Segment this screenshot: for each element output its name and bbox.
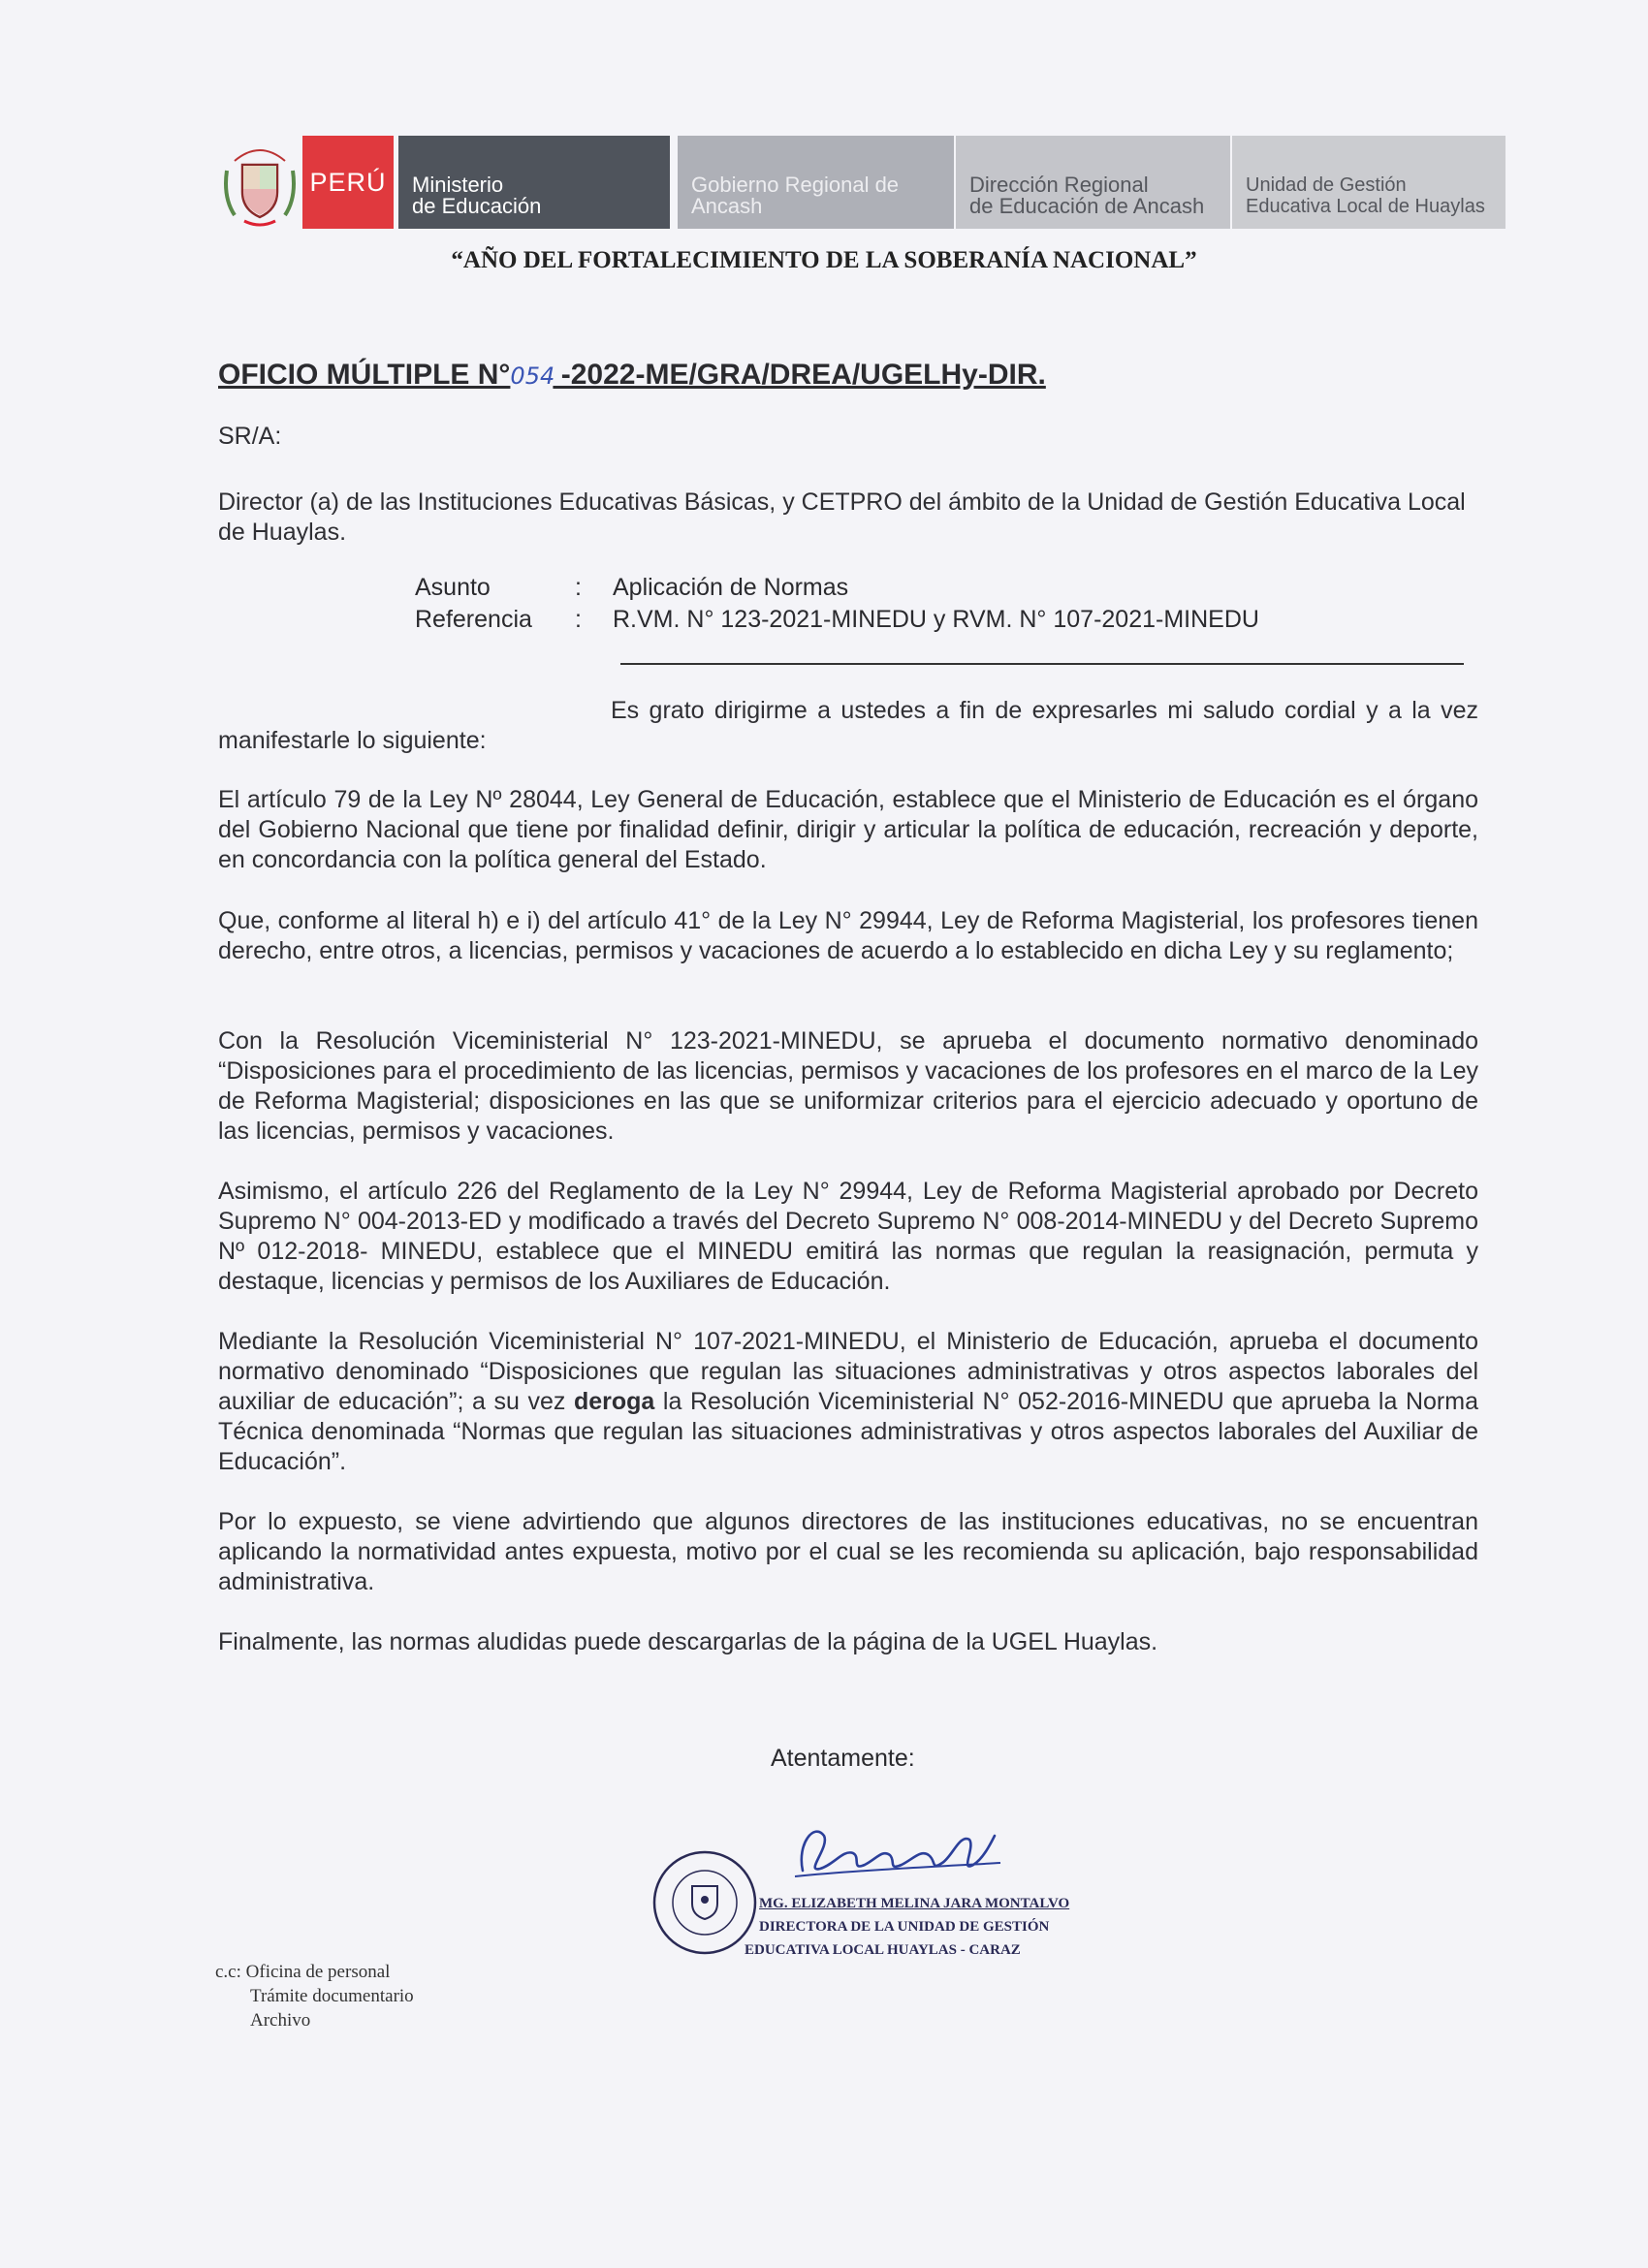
signer-role-1: DIRECTORA DE LA UNIDAD DE GESTIÓN — [759, 1919, 1050, 1935]
paragraph-5-bold: deroga — [573, 1388, 655, 1415]
handwritten-number: 054 — [510, 362, 555, 390]
ministerio-line-1: Ministerio — [412, 173, 504, 197]
paragraph-4: Asimismo, el artículo 226 del Reglamento de la Ley N° 29944, Ley de Reforma Magisterial aprobado por Decreto Supremo N° 004-2013-ED y modificado a través del Decreto Supremo N° 008-2014-MINEDU y del Decreto Supremo Nº 012-2018- MINEDU, establece que el MINEDU emitirá las normas que regulan la reasignación, permuta y destaque, licencias y permisos de los Auxiliares de Educación. — [218, 1178, 1478, 1295]
referencia-colon: : — [575, 606, 582, 633]
paragraph-3: Con la Resolución Viceministerial N° 123-2021-MINEDU, se aprueba el documento normativo denominado “Disposiciones para el procedimiento de las licencias, permisos y vacaciones de los profesores en el marco de la Ley de Reforma Magisterial; disposiciones en las que se uniformizar criterios para el ejercicio adecuado y oportuno de las licencias, permisos y vacaciones. — [218, 1027, 1478, 1145]
carbon-copy — [215, 1960, 414, 2032]
cc-item-2: Trámite documentario — [250, 1986, 414, 2006]
ugel-line-2: Educativa Local de Huaylas — [1246, 196, 1485, 217]
asunto-colon: : — [575, 574, 582, 601]
header-banner — [221, 136, 1505, 229]
direccion-box — [956, 136, 1230, 229]
direccion-line-2: de Educación de Ancash — [969, 194, 1205, 218]
year-motto: “AÑO DEL FORTALECIMIENTO DE LA SOBERANÍA NACIONAL” — [451, 247, 1197, 273]
paragraph-5-part-b: la Resolución Viceministerial N° 052-2016-MINEDU que aprueba la Norma Técnica denominada “Normas que regulan las situaciones administrativas y otros aspectos laborales del Auxiliar de Educación”. — [218, 1388, 1478, 1475]
title-suffix: -2022-ME/GRA/DREA/UGELHy-DIR. — [553, 359, 1046, 391]
recipient: Director (a) de las Instituciones Educativas Básicas, y CETPRO del ámbito de la Unidad de Gestión Educativa Local de Huaylas. — [218, 488, 1466, 546]
subject-rule — [620, 663, 1464, 665]
document-title — [218, 359, 1046, 392]
referencia-label: Referencia — [415, 606, 532, 633]
official-stamp-icon — [651, 1849, 758, 1956]
ministerio-box — [398, 136, 670, 229]
referencia-value: R.VM. N° 123-2021-MINEDU y RVM. N° 107-2021-MINEDU — [613, 606, 1259, 633]
paragraph-6: Por lo expuesto, se viene advirtiendo que algunos directores de las instituciones educativas, no se encuentran aplicando la normatividad antes expuesta, motivo por el cual se les recomienda su aplicación, bajo responsabilidad administrativa. — [218, 1508, 1478, 1595]
title-prefix: OFICIO MÚLTIPLE N° — [218, 359, 511, 391]
gobierno-line-1: Gobierno Regional de — [691, 173, 900, 197]
gobierno-line-2: Ancash — [691, 194, 763, 218]
asunto-label: Asunto — [415, 574, 491, 601]
gobierno-box — [678, 136, 954, 229]
peru-box: PERÚ — [302, 136, 394, 229]
ministerio-line-2: de Educación — [412, 194, 542, 218]
cc-item-1: Oficina de personal — [245, 1962, 391, 1982]
ugel-line-1: Unidad de Gestión — [1246, 174, 1407, 196]
paragraph-7: Finalmente, las normas aludidas puede descargarlas de la página de la UGEL Huaylas. — [218, 1628, 1158, 1655]
ugel-box — [1232, 136, 1505, 229]
asunto-value: Aplicación de Normas — [613, 574, 849, 601]
paragraph-1: El artículo 79 de la Ley Nº 28044, Ley General de Educación, establece que el Ministerio de Educación es el órgano del Gobierno Nacional que tiene por finalidad definir, dirigir y articular la política de educación, recreación y deporte, en concordancia con la política general del Estado. — [218, 786, 1478, 873]
signer-name: MG. ELIZABETH MELINA JARA MONTALVO — [759, 1896, 1070, 1911]
greeting-paragraph: Es grato dirigirme a ustedes a fin de expresarles mi saludo cordial y a la vez manifestarle lo siguiente: — [218, 697, 1478, 754]
paragraph-5-part-a: Mediante la Resolución Viceministerial N° 107-2021-MINEDU, el Ministerio de Educación, aprueba el documento normativo denominado “Disposiciones que regulan las situaciones administrativas y otros aspectos laborales del auxiliar de educación”; a su vez — [218, 1328, 1478, 1415]
cc-label: c.c: — [215, 1962, 241, 1982]
cc-item-3: Archivo — [250, 2010, 311, 2031]
handwritten-signature-icon — [776, 1814, 1008, 1902]
salutation: SR/A: — [218, 423, 282, 450]
paragraph-2: Que, conforme al literal h) e i) del artículo 41° de la Ley N° 29944, Ley de Reforma Magisterial, los profesores tienen derecho, entre otros, a licencias, permisos y vacaciones de acuerdo a lo establecido en dicha Ley y su reglamento; — [218, 907, 1478, 964]
paragraph-5 — [218, 1327, 1478, 1477]
closing: Atentamente: — [771, 1745, 915, 1772]
coat-of-arms-icon — [221, 140, 299, 229]
signer-role-2: EDUCATIVA LOCAL HUAYLAS - CARAZ — [745, 1942, 1021, 1958]
direccion-line-1: Dirección Regional — [969, 173, 1149, 197]
